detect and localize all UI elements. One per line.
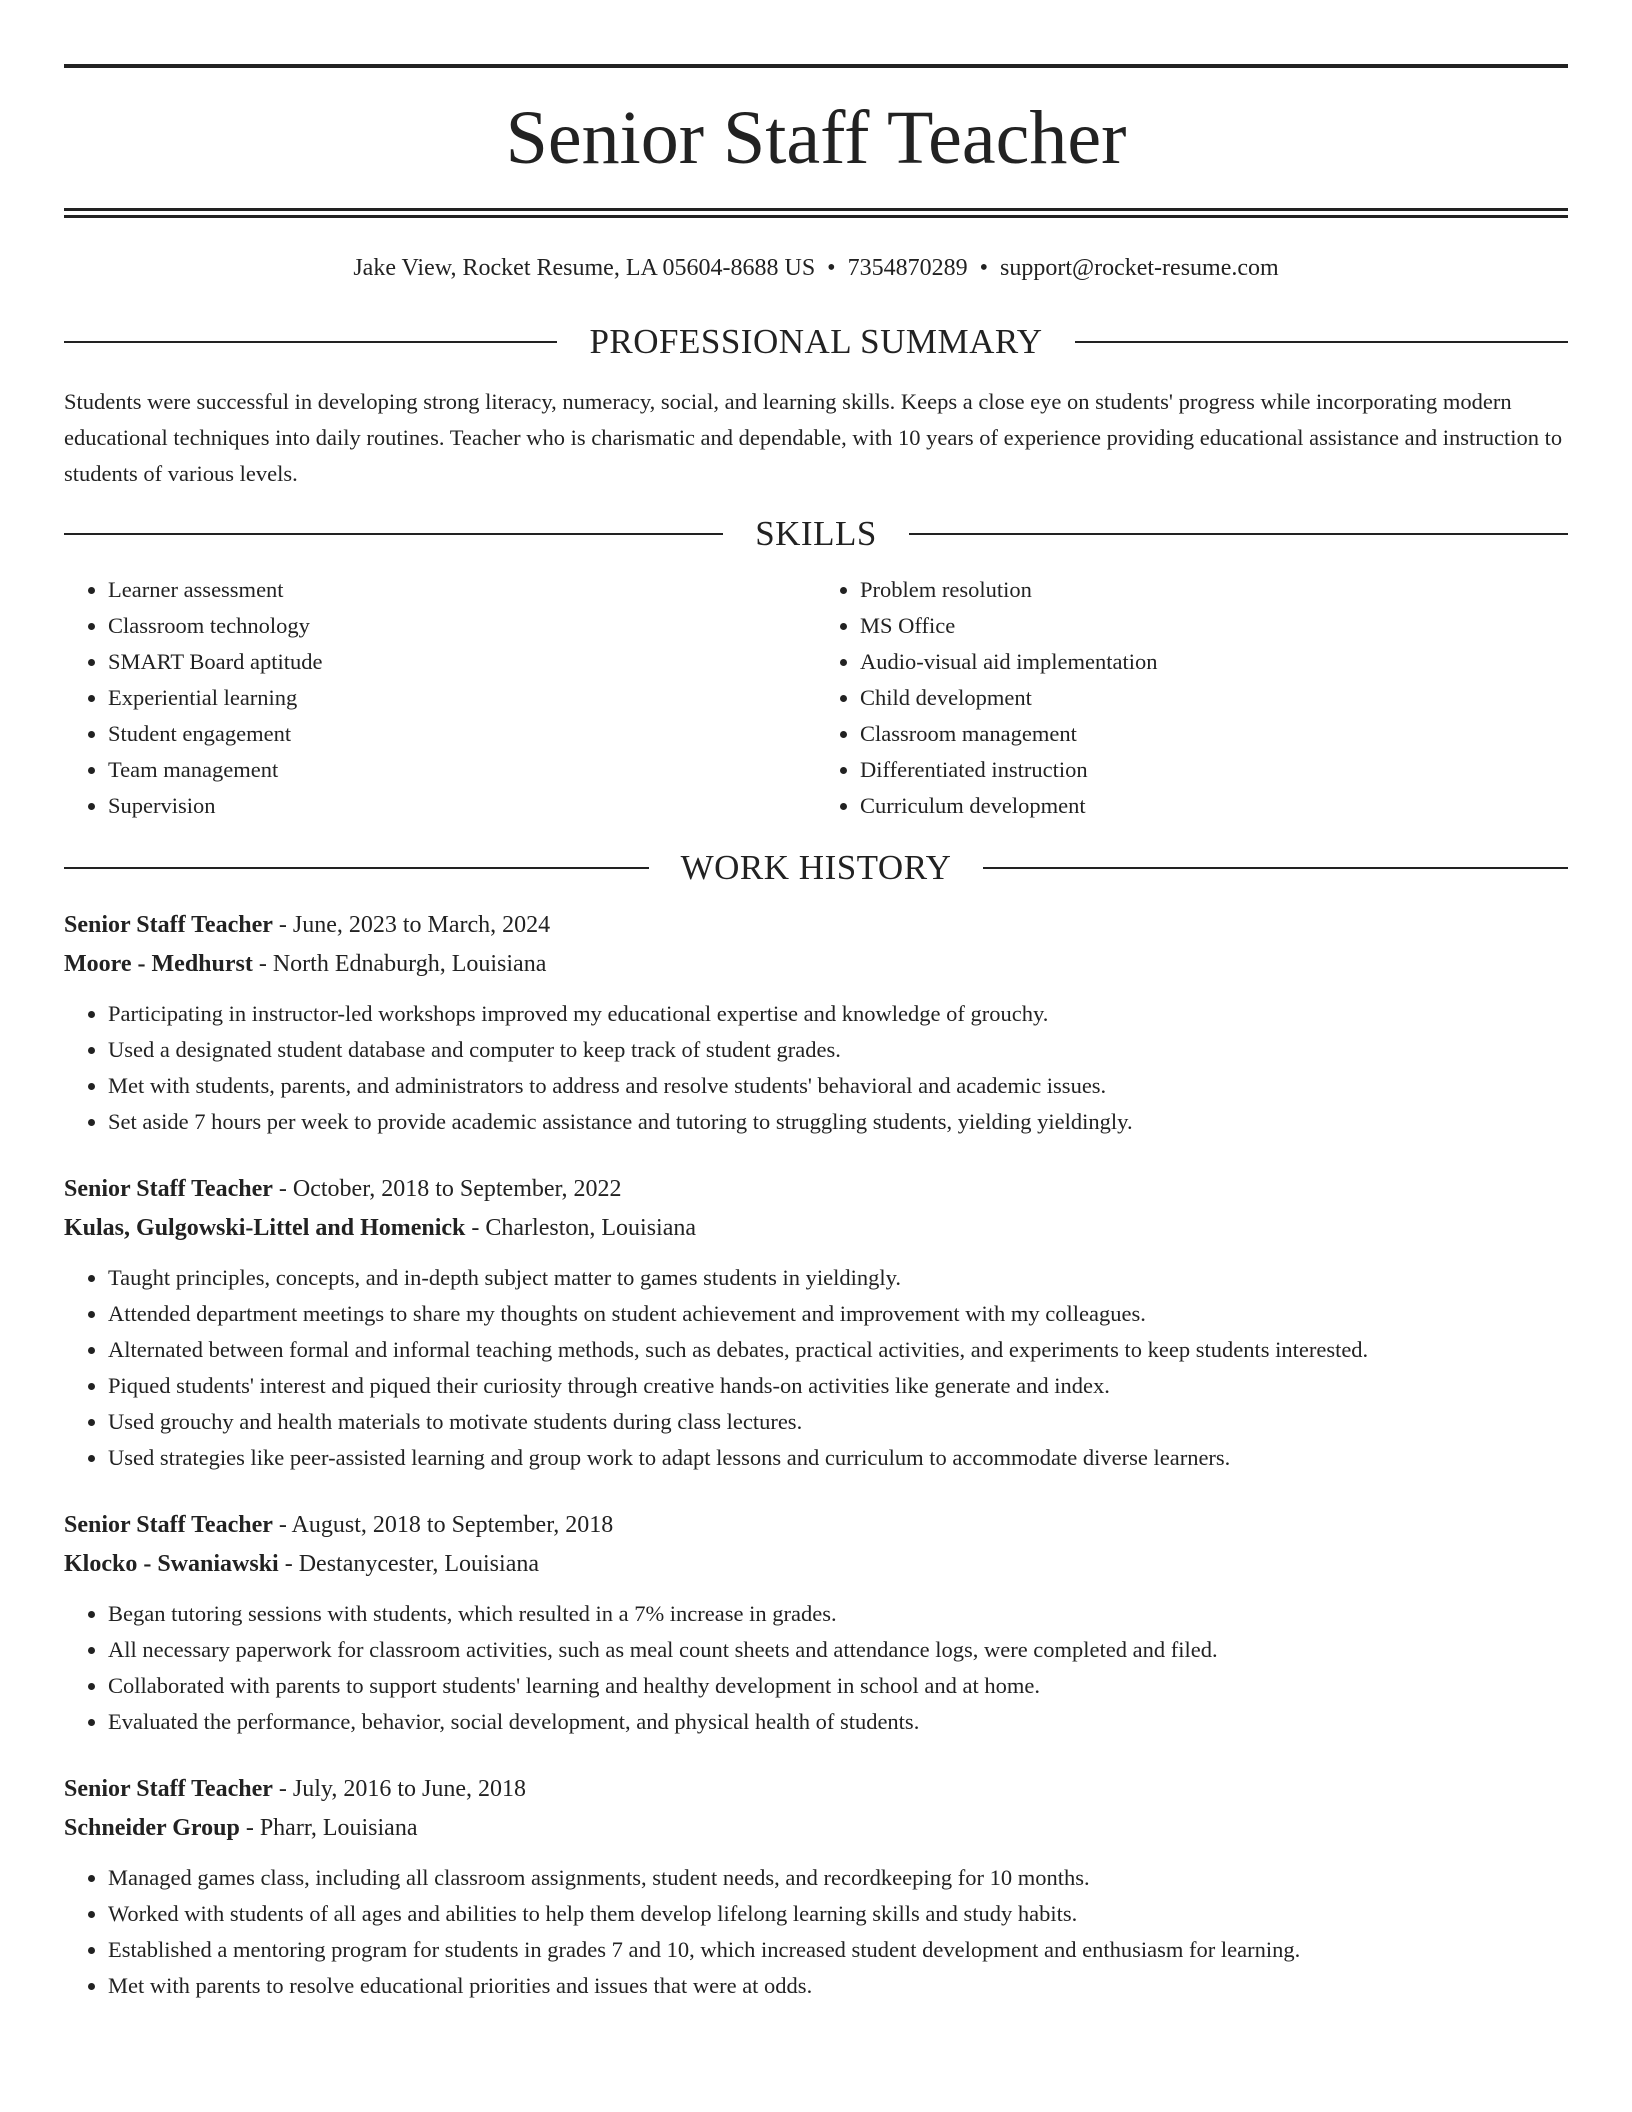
job-bullets bbox=[64, 1860, 1568, 2004]
skill-item: • Classroom technology bbox=[108, 608, 816, 644]
skill-item: • Audio-visual aid implementation bbox=[860, 644, 1568, 680]
job-location: - Charleston, Louisiana bbox=[465, 1215, 697, 1241]
job-title-line bbox=[64, 1170, 1568, 1209]
job-title-line bbox=[64, 906, 1568, 945]
job-bullet: • Piqued students' interest and piqued their curiosity through creative hands-on activities like generate and index. bbox=[108, 1368, 1568, 1404]
skill-item: • Curriculum development bbox=[860, 788, 1568, 824]
job-bullet: • Worked with students of all ages and abilities to help them develop lifelong learning skills and study habits. bbox=[108, 1896, 1568, 1932]
job-title: Senior Staff Teacher bbox=[64, 1176, 273, 1202]
resume-name: Senior Staff Teacher bbox=[505, 96, 1127, 180]
job-title: Senior Staff Teacher bbox=[64, 912, 273, 938]
heading-rule-right bbox=[983, 867, 1568, 869]
heading-rule-left bbox=[64, 533, 723, 535]
skill-item: • Team management bbox=[108, 752, 816, 788]
heading-rule-left bbox=[64, 867, 649, 869]
contact-separator: • bbox=[979, 255, 988, 281]
skill-item: • Learner assessment bbox=[108, 572, 816, 608]
job-dates: - July, 2016 to June, 2018 bbox=[272, 1776, 526, 1802]
heading-rule-right bbox=[1075, 341, 1568, 343]
job-title: Senior Staff Teacher bbox=[64, 1776, 273, 1802]
job-company: Moore - Medhurst bbox=[64, 951, 253, 977]
job-entry bbox=[64, 906, 1568, 1140]
job-title: Senior Staff Teacher bbox=[64, 1512, 273, 1538]
job-bullet: • Participating in instructor-led workshops improved my educational expertise and knowledge of grouchy. bbox=[108, 996, 1568, 1032]
job-dates: - June, 2023 to March, 2024 bbox=[272, 912, 551, 938]
contact-line bbox=[64, 252, 1568, 284]
job-bullet: • Alternated between formal and informal teaching methods, such as debates, practical activities, and experiments to keep students interested. bbox=[108, 1332, 1568, 1368]
summary-heading bbox=[64, 322, 1568, 362]
skills-list-left bbox=[64, 572, 816, 824]
contact-phone: 7354870289 bbox=[847, 255, 968, 281]
job-bullet: • Used strategies like peer-assisted learning and group work to adapt lessons and curriculum to accommodate diverse learners. bbox=[108, 1440, 1568, 1476]
job-dates: - October, 2018 to September, 2022 bbox=[272, 1176, 622, 1202]
job-bullets bbox=[64, 1260, 1568, 1476]
job-location: - North Ednaburgh, Louisiana bbox=[252, 951, 547, 977]
work-history-list bbox=[64, 906, 1568, 2004]
job-bullets bbox=[64, 1596, 1568, 1740]
job-bullets bbox=[64, 996, 1568, 1140]
skill-item: • Problem resolution bbox=[860, 572, 1568, 608]
heading-rule-left bbox=[64, 341, 557, 343]
job-bullet: • Began tutoring sessions with students, which resulted in a 7% increase in grades. bbox=[108, 1596, 1568, 1632]
skills-heading-title: SKILLS bbox=[755, 514, 877, 553]
skill-item: • SMART Board aptitude bbox=[108, 644, 816, 680]
job-bullet: • Used grouchy and health materials to motivate students during class lectures. bbox=[108, 1404, 1568, 1440]
job-company: Kulas, Gulgowski-Littel and Homenick bbox=[64, 1215, 466, 1241]
contact-address: Jake View, Rocket Resume, LA 05604-8688 US bbox=[353, 255, 816, 281]
name-double-rule bbox=[64, 208, 1568, 218]
summary-text: Students were successful in developing strong literacy, numeracy, social, and learning skills. Keeps a close eye on students' progress while incorporating modern educational techniques into daily routines. Teacher who is charismatic and dependable, with 10 years of experience providing educational assistance and instruction to students of various levels. bbox=[64, 389, 1563, 486]
skills-list-right bbox=[816, 572, 1568, 824]
skills-columns bbox=[64, 572, 1568, 824]
job-company-line bbox=[64, 1809, 1568, 1848]
skill-item: • Classroom management bbox=[860, 716, 1568, 752]
heading-rule-right bbox=[909, 533, 1568, 535]
work-heading bbox=[64, 848, 1568, 888]
contact-email: support@rocket-resume.com bbox=[999, 255, 1279, 281]
job-bullet: • Set aside 7 hours per week to provide academic assistance and tutoring to struggling students, yielding yieldingly. bbox=[108, 1104, 1568, 1140]
skills-heading bbox=[64, 514, 1568, 554]
skill-item: • Student engagement bbox=[108, 716, 816, 752]
job-bullet: • Evaluated the performance, behavior, social development, and physical health of students. bbox=[108, 1704, 1568, 1740]
job-company-line bbox=[64, 945, 1568, 984]
job-entry bbox=[64, 1170, 1568, 1476]
job-company: Schneider Group bbox=[64, 1815, 240, 1841]
job-bullet: • Met with students, parents, and administrators to address and resolve students' behavioral and academic issues. bbox=[108, 1068, 1568, 1104]
job-bullet: • Attended department meetings to share my thoughts on student achievement and improvement with my colleagues. bbox=[108, 1296, 1568, 1332]
work-heading-title: WORK HISTORY bbox=[680, 848, 952, 887]
job-bullet: • Established a mentoring program for students in grades 7 and 10, which increased student development and enthusiasm for learning. bbox=[108, 1932, 1568, 1968]
job-company-line bbox=[64, 1545, 1568, 1584]
skill-item: • Differentiated instruction bbox=[860, 752, 1568, 788]
job-title-line bbox=[64, 1770, 1568, 1809]
job-company: Klocko - Swaniawski bbox=[64, 1551, 279, 1577]
job-bullet: • Taught principles, concepts, and in-depth subject matter to games students in yieldingly. bbox=[108, 1260, 1568, 1296]
job-bullet: • Managed games class, including all classroom assignments, student needs, and recordkeeping for 10 months. bbox=[108, 1860, 1568, 1896]
contact-separator: • bbox=[827, 255, 836, 281]
job-company-line bbox=[64, 1209, 1568, 1248]
job-entry bbox=[64, 1770, 1568, 2004]
job-entry bbox=[64, 1506, 1568, 1740]
summary-heading-title: PROFESSIONAL SUMMARY bbox=[589, 322, 1043, 361]
resume-page bbox=[64, 64, 1568, 2004]
job-location: - Destanycester, Louisiana bbox=[278, 1551, 539, 1577]
skill-item: • MS Office bbox=[860, 608, 1568, 644]
job-bullet: • Used a designated student database and computer to keep track of student grades. bbox=[108, 1032, 1568, 1068]
job-bullet: • Collaborated with parents to support students' learning and healthy development in school and at home. bbox=[108, 1668, 1568, 1704]
job-location: - Pharr, Louisiana bbox=[239, 1815, 418, 1841]
job-dates: - August, 2018 to September, 2018 bbox=[272, 1512, 614, 1538]
skill-item: • Supervision bbox=[108, 788, 816, 824]
skill-item: • Experiential learning bbox=[108, 680, 816, 716]
job-bullet: • All necessary paperwork for classroom activities, such as meal count sheets and attendance logs, were completed and filed. bbox=[108, 1632, 1568, 1668]
job-bullet: • Met with parents to resolve educational priorities and issues that were at odds. bbox=[108, 1968, 1568, 2004]
skill-item: • Child development bbox=[860, 680, 1568, 716]
job-title-line bbox=[64, 1506, 1568, 1545]
